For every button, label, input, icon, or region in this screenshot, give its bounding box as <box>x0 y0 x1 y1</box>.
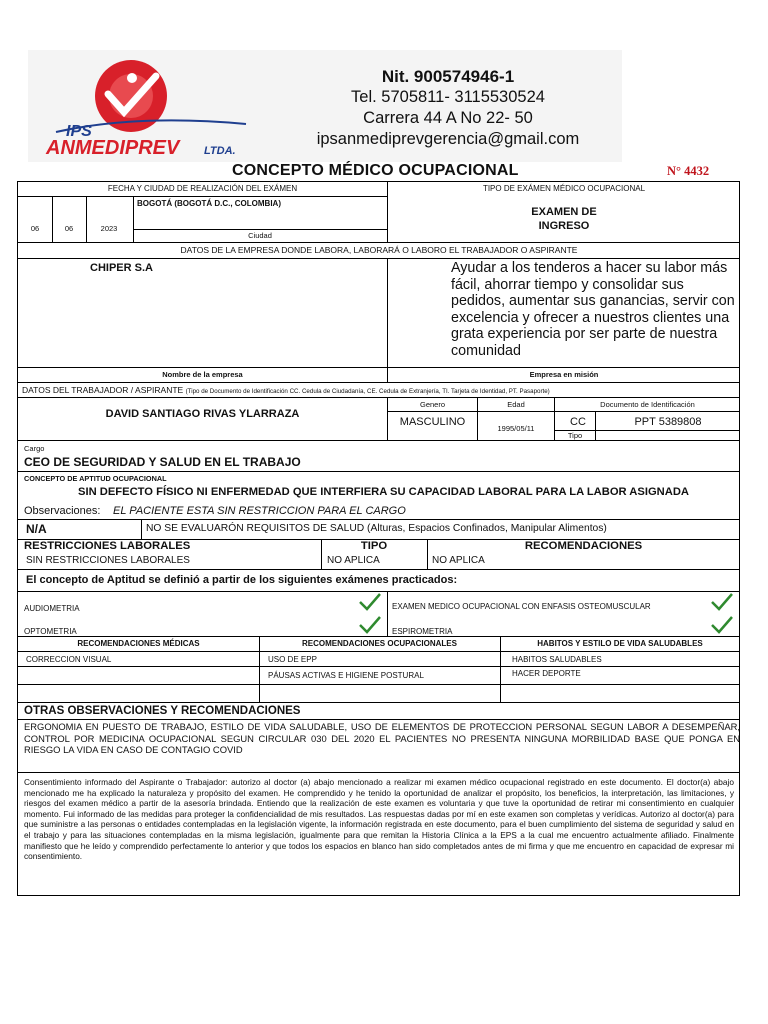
doc-label: Documento de Identificación <box>600 400 695 409</box>
birth-value: 1995/05/11 <box>497 424 535 433</box>
recommendations-header: RECOMENDACIONES <box>524 540 643 552</box>
habits-rec-2: HACER DEPORTE <box>512 669 581 678</box>
gender-value: MASCULINO <box>399 416 466 428</box>
form-grid <box>17 181 740 896</box>
nit: Nit. 900574946-1 <box>381 67 515 86</box>
telephone: Tel. 5705811- 3115530524 <box>351 88 545 106</box>
other-observations-heading: OTRAS OBSERVACIONES Y RECOMENDACIONES <box>24 705 301 717</box>
informed-consent: Consentimiento informado del Aspirante o Trabajador: autorizo al doctor (a) abajo mencionado a realizar mi examen médico ocupacional registrado en este documento. El doctor(a) abajo mencionado me ha explicado la naturaleza y propósito del examen. He comprendido y he tenido la oportunidad de analizar el propósito, los beneficios, la interpretación, las limitaciones, y riesgos del examen médico a partir de la asesoría brindada. Entiendo que la realización de este examen es voluntaria y que tuve la oportunidad de retirar mi consentimiento en cualquier momento. Fui informado de las medidas para proteger la confidencialidad de mis resultados. Las respuestas dadas por mí en este examen son completas y verídicas. Autorizo al doctor(a) para que suministre a las personas o entidades contempladas en la legislación vigente, la información registrada en este documento, para el buen cumplimiento del sistema de seguridad y salud en el trabajo y para las situaciones contempladas en la misma legislación, igualmente para que remitan la Historia Clínica a la EPS a la cual me encuentro actualmente afiliado. Finalmente manifiesto que he leído y comprendido perfectamente lo anterior y que todos los espacios en blanco han sido completados antes de mi firma y que me encuentro en capacidad de expresar mi consentimiento. <box>24 777 734 862</box>
letterhead <box>28 50 622 162</box>
exam-type-line1: EXAMEN DE <box>531 206 597 218</box>
company-name: CHIPER S.A <box>90 262 153 274</box>
exam-type-line2: INGRESO <box>538 220 590 232</box>
logo-text-ips: IPS <box>66 123 92 140</box>
worker-section-label <box>22 385 550 395</box>
ips-anmediprev-logo <box>36 54 266 158</box>
exam-day: 06 <box>30 224 40 233</box>
observations-value: EL PACIENTE ESTA SIN RESTRICCION PARA EL CARGO <box>113 505 406 517</box>
aptitude-label: CONCEPTO DE APTITUD OCUPACIONAL <box>24 474 167 483</box>
mission-label: Empresa en misión <box>529 370 599 379</box>
medical-rec-value: CORRECCION VISUAL <box>26 655 112 664</box>
company-section-label: DATOS DE LA EMPRESA DONDE LABORA, LABORARÁ O LABORO EL TRABAJADOR O ASPIRANTE <box>180 245 578 255</box>
observations-label: Observaciones: <box>24 505 101 517</box>
worker-section-title: DATOS DEL TRABAJADOR / ASPIRANTE <box>22 385 184 395</box>
type-header: TIPO <box>360 540 388 552</box>
address: Carrera 44 A No 22- 50 <box>363 109 533 127</box>
occupational-rec-2: PÁUSAS ACTIVAS E HIGIENE POSTURAL <box>268 671 424 680</box>
age-label: Edad <box>507 400 525 409</box>
medical-rec-header: RECOMENDACIONES MÉDICAS <box>77 639 200 648</box>
exam-month: 06 <box>64 224 74 233</box>
doc-type-value: CC <box>570 416 586 428</box>
health-requirements: NO SE EVALUARÓN REQUISITOS DE SALUD (Alturas, Espacios Confinados, Manipular Alimentos) <box>146 523 607 534</box>
document-title: CONCEPTO MÉDICO OCUPACIONAL <box>232 162 519 179</box>
date-city-label: FECHA Y CIUDAD DE REALIZACIÓN DEL EXÁMEN <box>107 184 298 193</box>
cargo-label: Cargo <box>24 444 45 453</box>
occupational-rec-1: USO DE EPP <box>268 655 317 664</box>
recommendations-value: NO APLICA <box>432 555 485 566</box>
exam-optometria: OPTOMETRIA <box>24 627 77 636</box>
doc-number-value: PPT 5389808 <box>634 416 702 428</box>
worker-name: DAVID SANTIAGO RIVAS YLARRAZA <box>105 408 300 420</box>
exam-year: 2023 <box>100 224 118 233</box>
cargo-value: CEO DE SEGURIDAD Y SALUD EN EL TRABAJO <box>24 455 301 469</box>
contact-block <box>278 66 618 150</box>
document-number: N° 4432 <box>667 164 710 178</box>
worker-section-note: (Tipo de Documento de Identificación CC. Cedula de Ciudadanía, CE. Cedula de Extranjería, TI. Tarjeta de Identidad, PT. Pasaporte) <box>185 388 550 395</box>
exam-osteomuscular: EXAMEN MEDICO OCUPACIONAL CON ENFASIS OSTEOMUSCULAR <box>392 602 651 611</box>
logo-text-main: ANMEDIPREV <box>46 137 180 158</box>
doc-type-label: Tipo <box>567 431 583 440</box>
exams-heading: El concepto de Aptitud se definió a partir de los siguientes exámenes practicados: <box>26 574 458 586</box>
city-label: Ciudad <box>248 231 272 240</box>
exam-espirometria: ESPIROMETRIA <box>392 627 453 636</box>
check-icon <box>358 592 382 612</box>
check-icon <box>358 615 382 635</box>
company-name-label: Nombre de la empresa <box>162 370 243 379</box>
logo-text-suffix: LTDA. <box>204 145 236 157</box>
exam-city: BOGOTÁ (BOGOTÁ D.C., COLOMBIA) <box>137 199 281 208</box>
exam-audiometria: AUDIOMETRIA <box>24 604 80 613</box>
restrictions-header: RESTRICCIONES LABORALES <box>24 540 191 552</box>
restrictions-value: SIN RESTRICCIONES LABORALES <box>26 555 190 566</box>
check-icon <box>710 592 734 612</box>
company-mission: Ayudar a los tenderos a hacer su labor más fácil, ahorrar tiempo y consolidar sus pedidos, aumentar sus ganancias, servir con excelencia y ofrecer a nuestros clientes una grata experiencia por ser parte de nuestra comunidad <box>451 260 735 359</box>
habits-header: HABITOS Y ESTILO DE VIDA SALUDABLES <box>537 639 703 648</box>
check-icon <box>710 615 734 635</box>
gender-label: Genero <box>419 400 446 409</box>
na-value: N/A <box>26 522 47 536</box>
exam-type-label: TIPO DE EXÁMEN MÉDICO OCUPACIONAL <box>482 184 646 193</box>
occupational-rec-header: RECOMENDACIONES OCUPACIONALES <box>302 639 457 648</box>
email: ipsanmediprevgerencia@gmail.com <box>316 130 580 148</box>
other-observations-text: ERGONOMIA EN PUESTO DE TRABAJO, ESTILO DE VIDA SALUDABLE, USO DE ELEMENTOS DE PROTECCION PERSONAL SEGUN LABOR A DESEMPEÑAR, CONTROL POR MEDICINA OCUPACIONAL SEGUN CIRCULAR 030 DEL 2020 EL PACIENTES NO PRESENTA NINGUNA MORBILIDAD BASE QUE PONGA EN RIESGO LA VIDA EN CASO DE CONTAGIO COVID <box>24 721 740 756</box>
habits-rec-1: HABITOS SALUDABLES <box>512 655 602 664</box>
type-value: NO APLICA <box>327 555 380 566</box>
aptitude-value: SIN DEFECTO FÍSICO NI ENFERMEDAD QUE INTERFIERA SU CAPACIDAD LABORAL PARA LA LABOR ASIGNADA <box>78 486 689 498</box>
